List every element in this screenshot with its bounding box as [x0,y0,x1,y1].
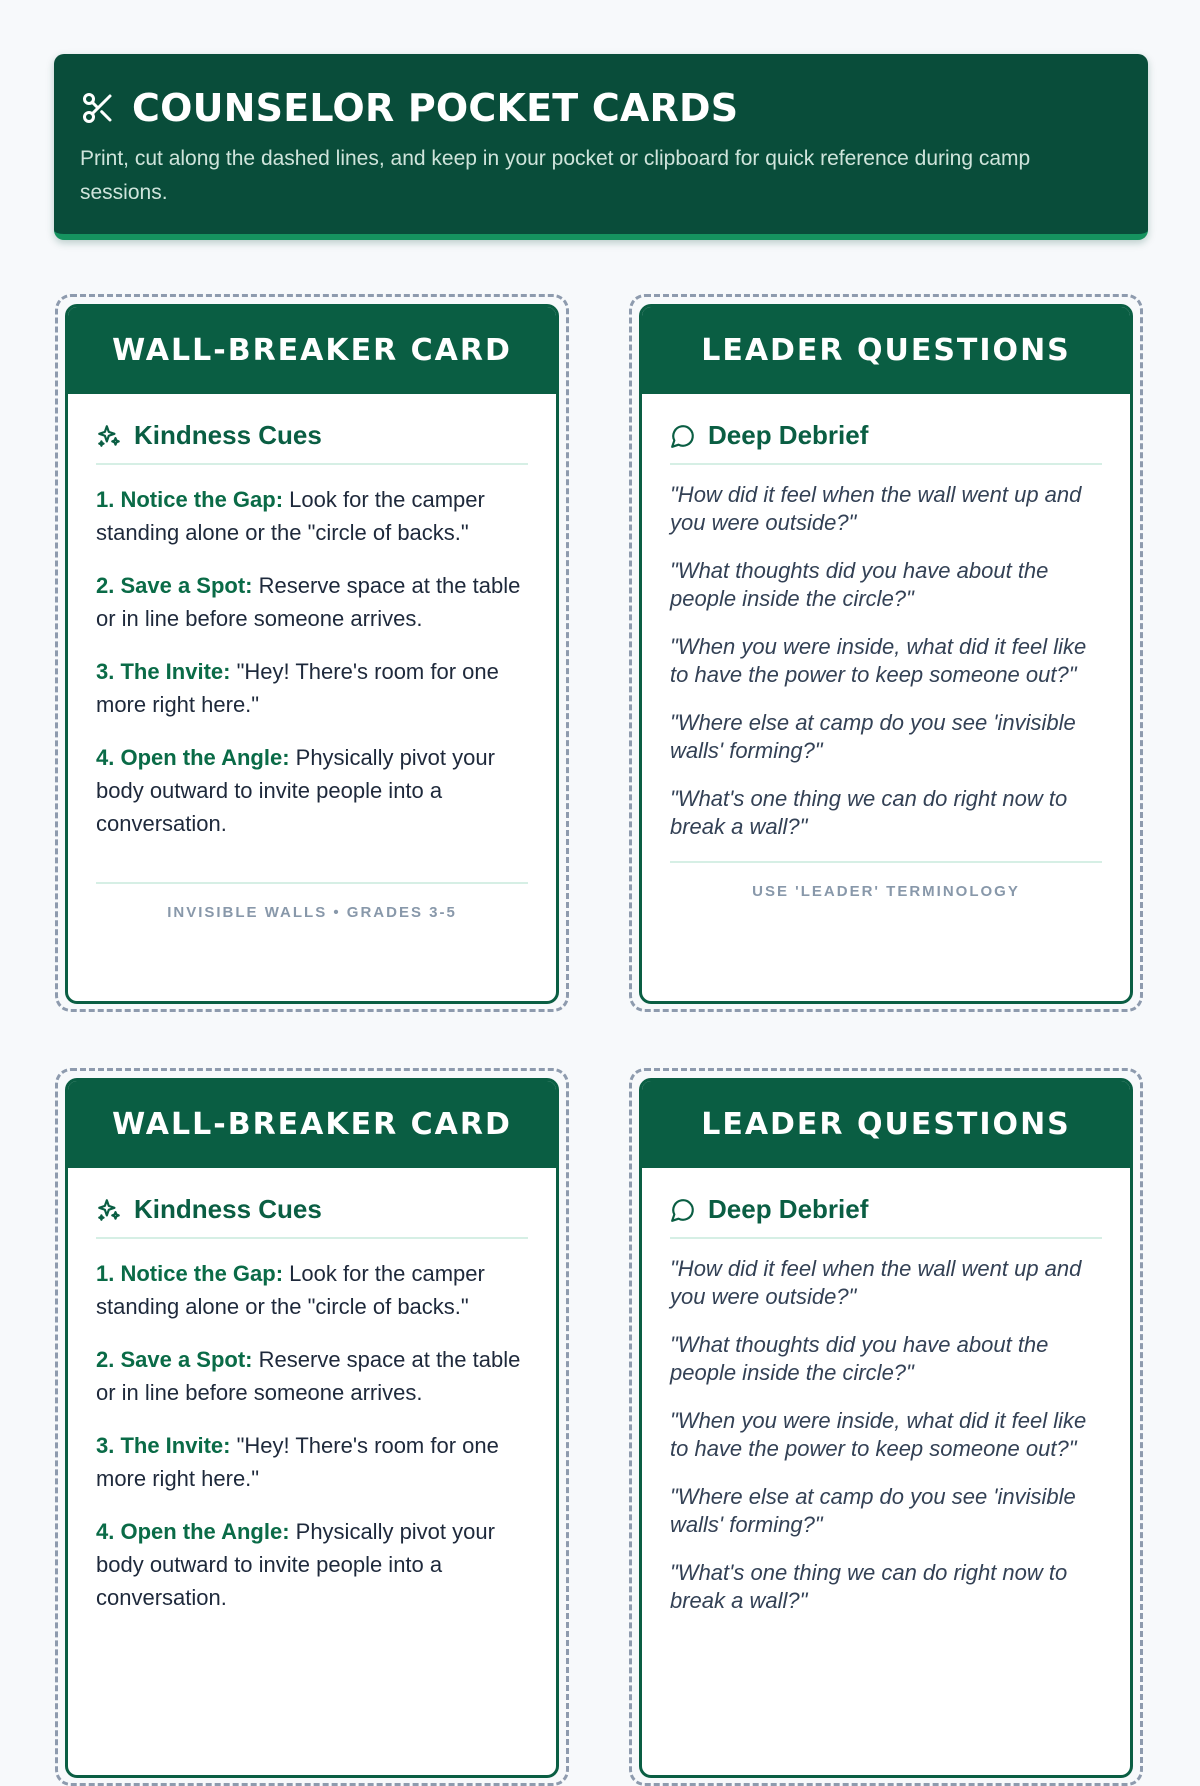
card-footer: INVISIBLE WALLS • GRADES 3-5 [96,882,528,921]
list-item: "When you were inside, what did it feel like to have the power to keep someone out?" [670,634,1087,687]
list-item: 4. Open the Angle: Physically pivot your body outward to invite people into a conversation. [96,1519,495,1610]
list-item: "Where else at camp do you see 'invisible walls' forming?" [670,1484,1076,1537]
section-label: Kindness Cues [134,1194,322,1224]
page-header [54,54,1148,240]
questions-list [670,481,1102,841]
card-title: LEADER QUESTIONS [642,307,1130,394]
card-footer: USE 'LEADER' TERMINOLOGY [670,861,1102,900]
list-item: 1. Notice the Gap: Look for the camper standing alone or the "circle of backs." [96,1261,485,1319]
tips-list [96,483,528,840]
cut-frame [629,294,1143,1012]
section-label: Deep Debrief [708,420,869,450]
leader-questions-card [639,1078,1133,1778]
section-heading [670,1194,1102,1239]
speech-bubble-icon [670,423,696,449]
speech-bubble-icon [670,1197,696,1223]
page-subtitle: Print, cut along the dashed lines, and keep in your pocket or clipboard for quick reference during camp sessions. [80,147,1031,204]
leader-questions-card [639,304,1133,1004]
section-heading [96,420,528,465]
card-title: WALL-BREAKER CARD [68,307,556,394]
scissors-icon [80,90,116,126]
list-item: 2. Save a Spot: Reserve space at the table or in line before someone arrives. [96,1347,521,1405]
cut-frame [55,294,569,1012]
tips-list [96,1257,528,1614]
cut-frame [629,1068,1143,1786]
list-item: "What thoughts did you have about the people inside the circle?" [670,1332,1049,1385]
card-title: WALL-BREAKER CARD [68,1081,556,1168]
cut-frame [55,1068,569,1786]
list-item: "Where else at camp do you see 'invisible walls' forming?" [670,710,1076,763]
wall-breaker-card [65,304,559,1004]
list-item: "How did it feel when the wall went up and you were outside?" [670,482,1082,535]
list-item: 1. Notice the Gap: Look for the camper standing alone or the "circle of backs." [96,487,485,545]
list-item: "How did it feel when the wall went up and you were outside?" [670,1256,1082,1309]
list-item: 3. The Invite: "Hey! There's room for one more right here." [96,659,499,717]
list-item: "What thoughts did you have about the people inside the circle?" [670,558,1049,611]
list-item: "What's one thing we can do right now to break a wall?" [670,1560,1068,1613]
questions-list [670,1255,1102,1615]
section-label: Kindness Cues [134,420,322,450]
card-title: LEADER QUESTIONS [642,1081,1130,1168]
list-item: 4. Open the Angle: Physically pivot your body outward to invite people into a conversation. [96,745,495,836]
sparkles-icon [96,423,122,449]
section-heading [96,1194,528,1239]
sparkles-icon [96,1197,122,1223]
section-label: Deep Debrief [708,1194,869,1224]
page-title: COUNSELOR POCKET CARDS [132,86,739,130]
section-heading [670,420,1102,465]
list-item: 2. Save a Spot: Reserve space at the table or in line before someone arrives. [96,573,521,631]
list-item: "What's one thing we can do right now to break a wall?" [670,786,1068,839]
wall-breaker-card [65,1078,559,1778]
list-item: 3. The Invite: "Hey! There's room for one more right here." [96,1433,499,1491]
list-item: "When you were inside, what did it feel like to have the power to keep someone out?" [670,1408,1087,1461]
